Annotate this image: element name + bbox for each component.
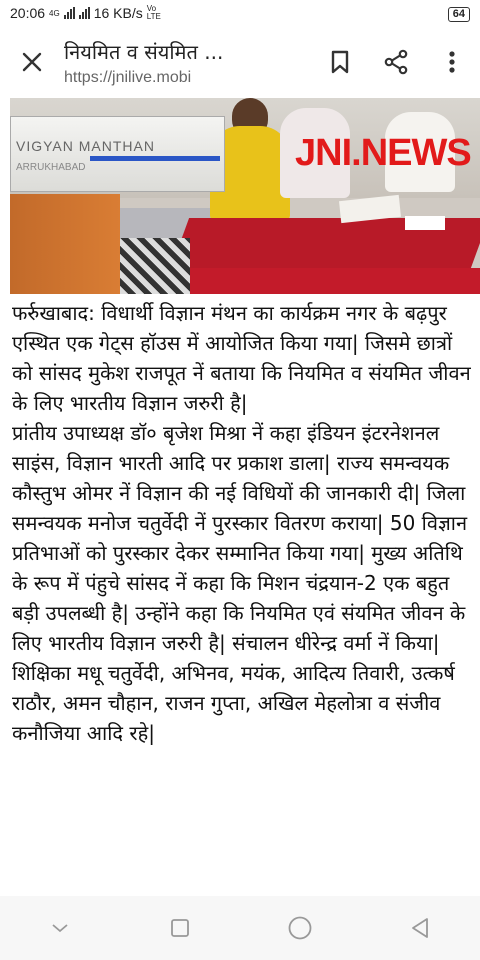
article-paragraph-1: फर्रुखाबाद: विधार्थी विज्ञान मंथन का कार्यक्रम नगर के बढ़पुर एस्थित एक गेट्स हॉउस में आयोजित किया गया| जिसमे छात्रों को सांसद मुकेश राजपूत नें बताया कि नियमित व संयमित जीवन के लिए भारतीय विज्ञान जरुरी है| <box>12 301 471 415</box>
back-triangle-icon <box>410 917 430 939</box>
podium-sign <box>10 116 225 192</box>
article-body <box>12 298 474 748</box>
bookmark-icon <box>330 50 350 74</box>
news-watermark: JNI.NEWS <box>295 132 471 174</box>
close-icon <box>21 51 43 73</box>
nav-down-icon <box>51 922 69 934</box>
title-block <box>64 38 312 87</box>
nav-back-button[interactable] <box>390 903 450 953</box>
share-button[interactable] <box>368 26 424 98</box>
podium-body <box>10 194 120 294</box>
browser-toolbar <box>0 26 480 98</box>
status-right <box>448 4 470 22</box>
battery-icon: 64 <box>448 7 470 22</box>
more-vert-icon <box>448 50 456 74</box>
nav-home-button[interactable] <box>270 903 330 953</box>
article-paragraph-2: प्रांतीय उपाध्यक्ष डॉ० बृजेश मिश्रा नें कहा इंडियन इंटरनेशनल साइंस, विज्ञान भारती आदि पर प्रकाश डाला| राज्य समन्वयक कौस्तुभ ओमर नें विज्ञान की नई विधियों की जानकारी दी| जिला समन्वयक मनोज चतुर्वेदी नें पुरस्कार वितरण कराया| 50 विज्ञान प्रतिभाओं को पुरस्कार देकर सम्मानित किया गया| मुख्य अतिथि के रूप में पंहुचे सांसद नें कहा कि मिशन चंद्रयान-2 एक बहुत बड़ी उपलब्धी है| उन्होंने कहा कि नियमित एवं संयमित जीवन के लिए भारतीय विज्ञान जरुरी है| संचालन धीरेन्द्र वर्मा नें किया| शिक्षिका मधू चतुर्वेदी, अभिनव, मयंक, आदित्य तिवारी, उत्कर्ष राठौर, अमन चौहान, राजन गुप्ता, अखिल मेहलोत्रा व संजीव कनौजिया आदि रहे| <box>12 421 468 745</box>
close-button[interactable] <box>0 26 64 98</box>
signal-2-icon <box>79 7 90 19</box>
status-bar <box>0 0 480 26</box>
status-time: 20:06 <box>10 5 46 21</box>
status-left <box>10 5 165 21</box>
bookmark-button[interactable] <box>312 26 368 98</box>
article-photo <box>10 98 480 294</box>
recents-square-icon <box>170 918 190 938</box>
more-options-button[interactable] <box>424 26 480 98</box>
checkered-floor <box>120 238 190 294</box>
podium-subtext: ARRUKHABAD <box>16 162 86 173</box>
nav-recents-button[interactable] <box>150 903 210 953</box>
nav-hide-button[interactable] <box>30 903 90 953</box>
volte-badge: Vo LTE <box>146 4 161 21</box>
signal-icon <box>64 7 75 19</box>
system-nav-bar <box>0 896 480 960</box>
home-circle-icon <box>287 915 313 941</box>
page-url: https://jnilive.mobi <box>64 68 192 86</box>
network-speed: 16 KB/s <box>93 5 143 21</box>
share-icon <box>383 49 409 75</box>
network-label: 4G <box>49 8 60 18</box>
page-title: नियमित व संयमित ... <box>64 39 224 64</box>
podium-text: VIGYAN MANTHAN <box>16 138 155 154</box>
